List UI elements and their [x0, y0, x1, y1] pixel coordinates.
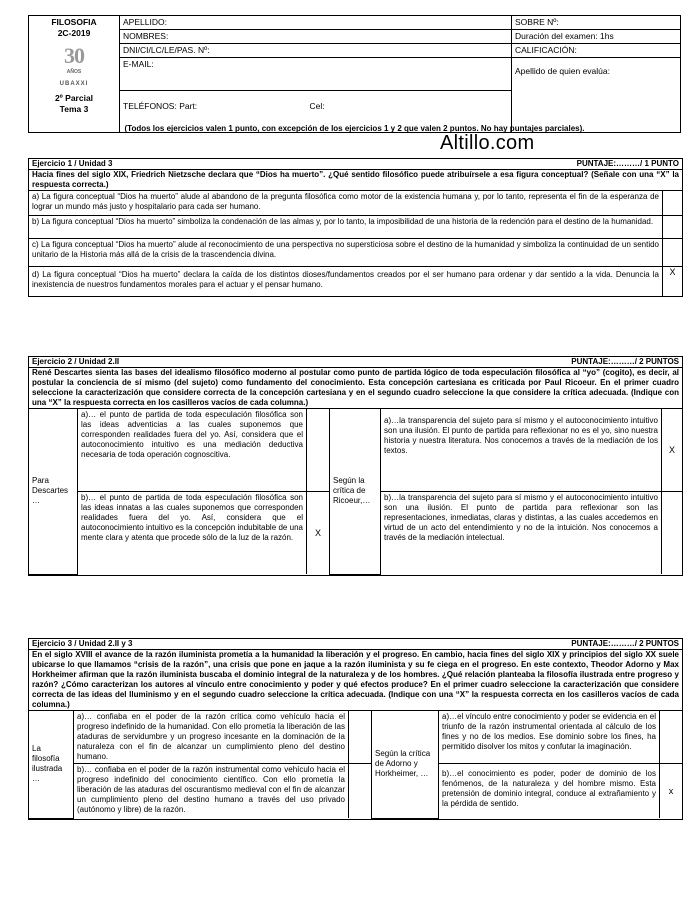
subject: FILOSOFIA [51, 17, 97, 27]
logo-uba: UBAXXI [59, 81, 89, 87]
exercise-2-right-b: b)…la transparencia del sujeto para sí mismo y el autoconocimiento intuitivo son una ilusión. El punto de partida para reflexionar son las representaciones, inmediatas, claras y distintas, a las cuales accedemos en virtud de un acto del entendimiento y no de la intuición. Nos conocemos a través de la mediación intelectual. [381, 492, 662, 575]
exercise-2-left-a: a)… el punto de partida de toda especulación filosófica son las ideas adventicias a las cuales suponemos que corresponden realidades fuera del yo. Así, considera que el autoconocimiento intuitivo es una mediación deductiva necesaria de toda operación cognoscitiva. [78, 409, 307, 492]
exercise-1-option-c [29, 238, 682, 266]
answer-box[interactable] [662, 492, 683, 575]
exercise-1-score: PUNTAJE:………/ 1 PUNTO [576, 159, 679, 168]
answer-box[interactable] [349, 711, 372, 764]
exercise-3-grid [29, 710, 682, 819]
answer-box[interactable]: X [662, 409, 683, 492]
answer-box[interactable]: X [662, 267, 682, 296]
answer-box[interactable] [660, 711, 683, 764]
header-left-cell [29, 16, 120, 133]
option-text: d) La figura conceptual “Dios ha muerto” declara la caída de los distintos dioses/fundamentos creados por el ser humano para ordenar y dar sentido a la vida. Denuncia la inexistencia de nuestros fundamentos morales para el actuar y el pensar humano. [32, 270, 659, 289]
exercise-1-title: Ejercicio 1 / Unidad 3 [32, 159, 113, 168]
logo-number: 30 [64, 43, 84, 68]
exercise-1-question: Hacia fines del siglo XIX, Friedrich Nietzsche declara que “Dios ha muerto”. ¿Qué sentido filosófico puede atribuírsele a esa figura conceptual? (Señale con una “X” la respuesta correcta.) [29, 169, 682, 190]
answer-box[interactable] [349, 764, 372, 819]
answer-box[interactable]: X [307, 492, 330, 575]
duracion-text: Duración del examen: 1hs [512, 30, 681, 44]
answer-box[interactable] [662, 191, 682, 215]
watermark: Altillo.com [440, 132, 535, 154]
exercise-3-left-a: a)… confiaba en el poder de la razón crítica como vehículo hacia el progreso indefinido de la humanidad. Con ello prometía la liberación de las ataduras de servidumbre y un progreso incesante en la dominación de la naturaleza con el fin de alcanzar un cumplimiento pleno del destino humano. [74, 711, 349, 764]
evalua-field[interactable]: Apellido de quien evalúa: [512, 58, 681, 133]
email-field[interactable]: E-MAIL: [120, 58, 512, 91]
exercise-3-question: En el siglo XVIII el avance de la razón iluminista prometía a la humanidad la liberación y el progreso. En cambio, hacia fines del siglo XIX y principios del siglo XX suele ubicarse lo que llamamos “crisis de la razón”, una crisis que pone en jaque a la razón iluminista y su fe ciega en el progreso. En este contexto, Theodor Adorno y Max Horkheimer afirman que la razón iluminista buscaba el dominio integral de la naturaleza y de los hombres. ¿Qué relación planteaba la filosofía ilustrada entre progreso y razón? ¿Cómo caracterizan los autores al vínculo entre conocimiento y poder y qué efectos produce? En el primer cuadro seleccione la caracterización que considere correcta de las ideas del Iluminismo y en el segundo cuadro seleccione la crítica adecuada. (Indique con una “X” la respuesta correcta en los casilleros vacíos de cada columna.) [29, 649, 682, 710]
exercise-2-title: Ejercicio 2 / Unidad 2.II [32, 357, 120, 366]
nombres-field[interactable]: NOMBRES: [120, 30, 512, 44]
exercise-2-right-label: Según la crítica de Ricoeur,… [330, 409, 381, 575]
logo [32, 43, 116, 89]
exercise-3-score: PUNTAJE:………/ 2 PUNTOS [571, 639, 679, 648]
exercise-2-right-a: a)…la transparencia del sujeto para sí mismo y el autoconocimiento intuitivo son una ilusión. El punto de partida para reflexionar no es el yo, sino nuestra historia y nuestra literatura. Nos conocemos a través de la mediación de los textos. [381, 409, 662, 492]
option-text: a) La figura conceptual “Dios ha muerto” alude al abandono de la pregunta filosófica como motor de la existencia humana y, por lo tanto, representa el fin de la esperanza de lograr un mundo más justo y hospitalario para cada ser humano. [32, 192, 659, 211]
dni-field[interactable]: DNI/CI/LC/LE/PAS. Nº: [120, 44, 512, 58]
term: 2C-2019 [57, 28, 91, 38]
exercise-3-right-a: a)…el vínculo entre conocimiento y poder se evidencia en el triunfo de la razón instrumental orientada al cálculo de los fines y no de los medios. Ese dominio sobre los fines, ha permitido disolver los mitos y confutar la imaginación. [439, 711, 660, 764]
cel-label: Cel: [309, 101, 325, 111]
tema: Tema 3 [59, 104, 89, 114]
exercise-2-left-b: b)… el punto de partida de toda especulación filosófica son las ideas innatas a las cuales suponemos que corresponden realidades fuera del yo. Así, considera que el autoconocimiento intuitivo es la concepción indubitable de una mente clara y atenta que procede sólo de la luz de la razón. [78, 492, 307, 575]
exercise-3-header [29, 639, 682, 649]
answer-box[interactable] [662, 216, 682, 238]
exercise-1-option-d [29, 266, 682, 296]
exercise-3-right-b: b)…el conocimiento es poder, poder de dominio de los fenómenos, de la naturaleza y del hombre mismo. Esta pretensión de dominio integral, conduce al extrañamiento y la pérdida de sentido. [439, 764, 660, 819]
sobre-field[interactable]: SOBRE Nº: [512, 16, 681, 30]
exercise-3-title: Ejercicio 3 / Unidad 2.II y 3 [32, 639, 133, 648]
calificacion-field[interactable]: CALIFICACIÓN: [512, 44, 681, 58]
exercise-2-question: René Descartes sienta las bases del idealismo filosófico moderno al postular como punto de partida lógico de toda especulación filosófica al “yo” (cogito), es decir, al postular la conciencia de sí mismo (del sujeto) como fundamento del conocimiento. Esta concepción cartesiana es criticada por Paul Ricoeur. En el primer cuadro seleccione la caracterización que considere correcta de la concepción cartesiana y en el segundo cuadro seleccione la que considere la crítica adecuada. (Indique con una “X” la respuesta correcta en los casilleros vacíos de cada columna.) [29, 367, 682, 408]
exercise-2-header [29, 357, 682, 367]
answer-box[interactable]: x [660, 764, 683, 819]
logo-anios: AÑOS [66, 69, 82, 75]
exercise-2-score: PUNTAJE:………/ 2 PUNTOS [571, 357, 679, 366]
exercise-2-grid [29, 408, 682, 575]
exercise-3-left-label: La filosofía ilustrada … [29, 711, 74, 819]
answer-box[interactable] [307, 409, 330, 492]
exercise-1-option-a [29, 190, 682, 215]
exercise-2 [28, 356, 683, 576]
exercise-3 [28, 638, 683, 820]
parcial: 2º Parcial [54, 93, 94, 103]
exercise-3-right-label: Según la crítica de Adorno y Horkheimer, … [372, 711, 439, 819]
exam-header [28, 15, 681, 133]
instructions: (Todos los ejercicios valen 1 punto, con excepción de los ejercicios 1 y 2 que valen 2 puntos. No hay puntajes parciales). [124, 124, 585, 133]
option-text: c) La figura conceptual “Dios ha muerto” alude al reconocimiento de una perspectiva no supersticiosa sobre el destino de la humanidad y simboliza la continuidad de un sentido unitario de la Historia más allá de la crisis de la trascendencia divina. [32, 240, 659, 259]
answer-box[interactable] [662, 239, 682, 266]
exercise-1 [28, 158, 683, 297]
exercise-1-option-b [29, 215, 682, 238]
exercise-3-left-b: b)… confiaba en el poder de la razón instrumental como vehículo hacia el progreso indefinido del conocimiento científico. Con ello prometía la liberación de las ataduras del oscurantismo medieval con el fin de alcanzar un cumplimiento pleno del destino humano a través del uso privado (autónomo y libre) de la razón. [74, 764, 349, 819]
telefonos-label: TELÉFONOS: Part: [123, 101, 198, 111]
option-text: b) La figura conceptual “Dios ha muerto” simboliza la condenación de las almas y, por lo tanto, la imposibilidad de una historia de la redención para el destino de la humanidad. [32, 217, 654, 226]
apellido-field[interactable]: APELLIDO: [120, 16, 512, 30]
exercise-1-header [29, 159, 682, 169]
exercise-2-left-label: Para Descartes … [29, 409, 78, 575]
